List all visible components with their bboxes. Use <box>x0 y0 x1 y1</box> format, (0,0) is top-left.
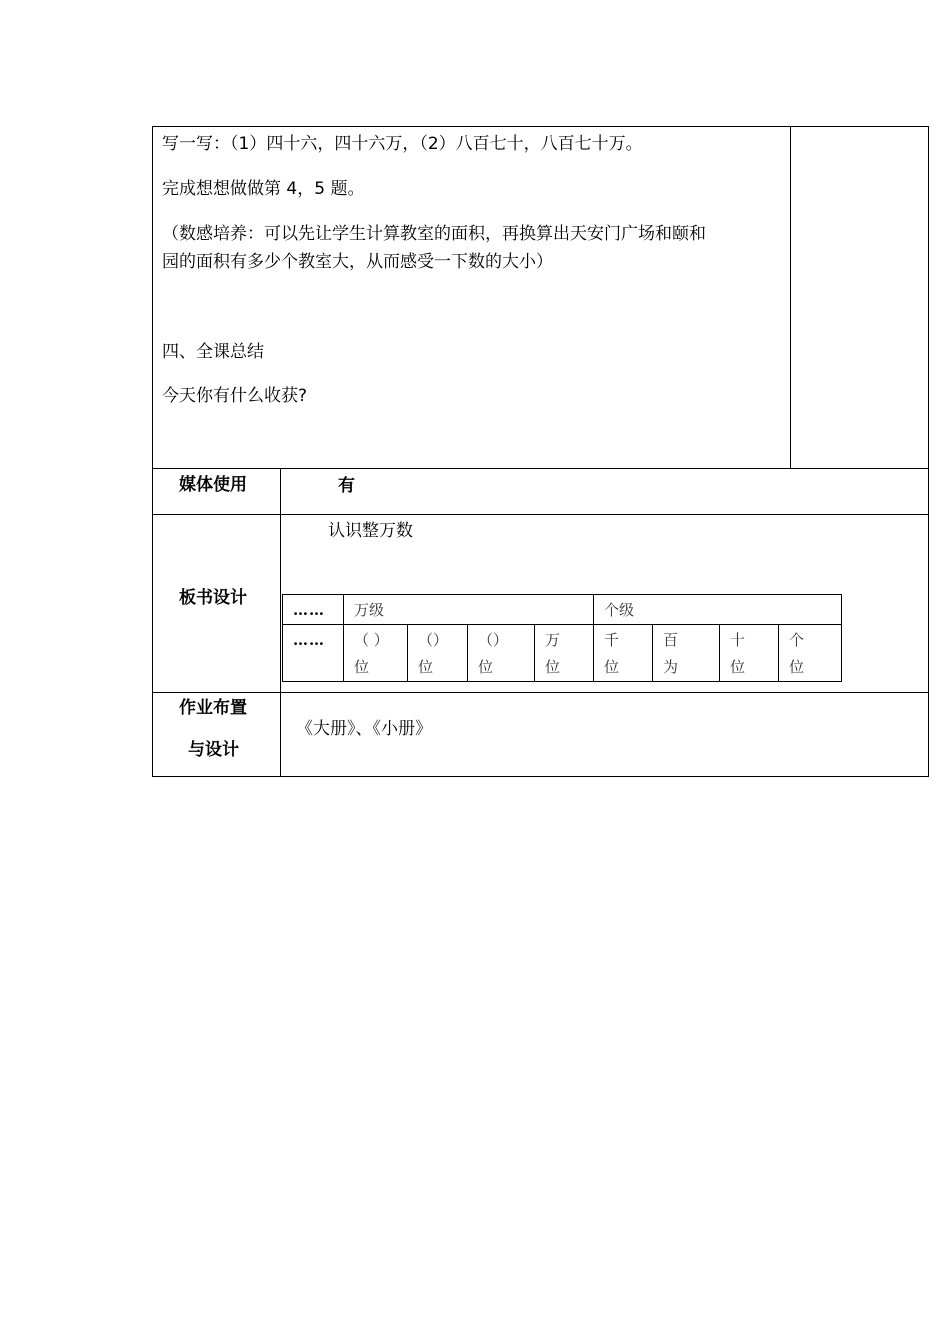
lesson-line-note-1: （数感培养：可以先让学生计算教室的面积，再换算出天安门广场和颐和 <box>162 224 706 244</box>
homework-label-line2: 与设计 <box>188 740 239 760</box>
digit-cell-blank-3 <box>468 625 535 682</box>
homework-value: 《大册》、《小册》 <box>296 719 432 739</box>
digit-cell-top: （） <box>478 631 509 649</box>
ge-level-cell: 个级 <box>594 595 842 625</box>
digit-cell-bai <box>653 625 720 682</box>
digit-cell-top: 千 <box>604 631 620 649</box>
digit-cell-blank-2 <box>408 625 468 682</box>
row-divider-media <box>152 514 929 515</box>
digit-cell-top: （ ） <box>354 631 389 649</box>
lesson-right-divider <box>790 126 791 468</box>
place-value-header-row <box>283 595 842 625</box>
digit-cell-top: 百 <box>663 631 679 649</box>
section-summary-heading: 四、全课总结 <box>162 342 264 362</box>
media-value: 有 <box>338 476 355 496</box>
digit-cell-bottom: 为 <box>663 658 679 676</box>
board-design-heading: 认识整万数 <box>328 521 413 541</box>
digit-cell-ge <box>779 625 842 682</box>
digit-cell-shi <box>720 625 779 682</box>
row-divider-board <box>152 692 929 693</box>
digit-cell-top: 万 <box>545 631 561 649</box>
lesson-line-write: 写一写：（1）四十六，四十六万，（2）八百七十，八百七十万。 <box>162 134 643 154</box>
digit-cell-bottom: 位 <box>418 658 434 676</box>
digit-cell-top: （） <box>418 631 449 649</box>
digit-cell-top: 十 <box>730 631 746 649</box>
place-value-digit-row <box>283 625 842 682</box>
digit-cell-bottom: 位 <box>789 658 805 676</box>
digit-cell-ellipsis <box>283 625 344 682</box>
lesson-line-exercise: 完成想想做做第 4，5 题。 <box>162 179 365 199</box>
board-design-label: 板书设计 <box>179 588 247 608</box>
digit-cell-bottom: 位 <box>478 658 494 676</box>
digit-cell-ellipsis-text: …… <box>293 631 325 649</box>
digit-cell-bottom: 位 <box>354 658 370 676</box>
ellipsis-cell: …… <box>283 595 344 625</box>
digit-cell-bottom: 位 <box>730 658 746 676</box>
place-value-table <box>282 594 842 682</box>
lesson-line-question: 今天你有什么收获? <box>162 386 308 406</box>
digit-cell-wan <box>535 625 594 682</box>
lesson-line-note-2: 园的面积有多少个教室大，从而感受一下数的大小） <box>162 252 553 272</box>
digit-cell-top: 个 <box>789 631 805 649</box>
digit-cell-blank-1 <box>344 625 408 682</box>
media-label: 媒体使用 <box>179 475 247 495</box>
digit-cell-bottom: 位 <box>545 658 561 676</box>
homework-label-line1: 作业布置 <box>179 698 247 718</box>
digit-cell-bottom: 位 <box>604 658 620 676</box>
digit-cell-qian <box>594 625 653 682</box>
wan-level-cell: 万级 <box>344 595 594 625</box>
